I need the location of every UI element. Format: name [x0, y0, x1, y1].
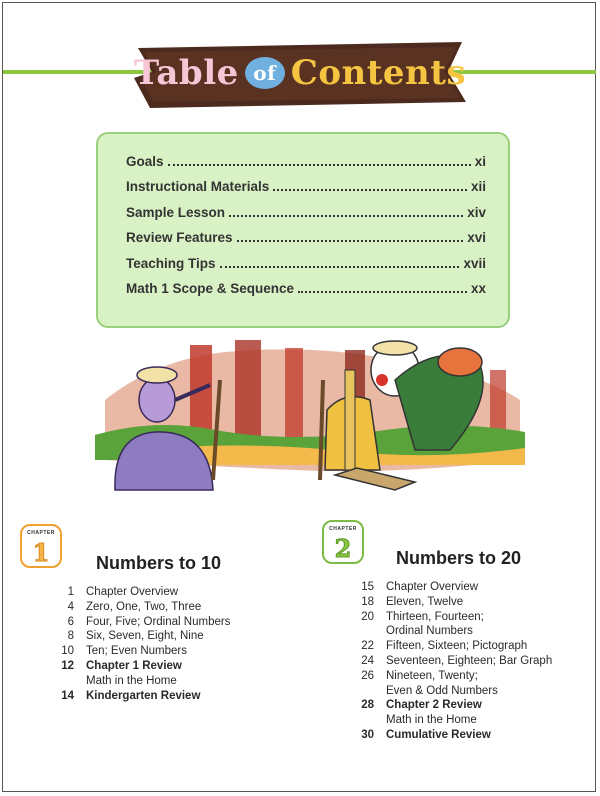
- toc-entry-label: Sample Lesson: [126, 205, 226, 220]
- toc-entry-page: xx: [470, 281, 486, 296]
- lesson-title: Ordinal Numbers: [386, 625, 473, 638]
- lesson-page: 1: [67, 586, 74, 598]
- chapter-label: CHAPTER: [329, 526, 357, 532]
- chapter-1-badge: [20, 524, 62, 568]
- lesson-title: Math in the Home: [86, 674, 177, 687]
- toc-entry: [126, 230, 486, 245]
- toc-entry-label: Goals: [126, 154, 164, 169]
- lesson-page: 14: [61, 689, 74, 702]
- dot-leader: [220, 266, 460, 268]
- lesson-title: Chapter 2 Review: [386, 699, 482, 712]
- lesson-page: 20: [361, 610, 374, 623]
- toc-entry-page: xii: [470, 179, 486, 194]
- title-word-table: Table: [133, 53, 239, 93]
- lesson-title: Chapter Overview: [86, 586, 179, 598]
- lesson-page: 28: [361, 699, 374, 712]
- dot-leader: [273, 189, 467, 191]
- lesson-page: 6: [67, 615, 74, 628]
- lesson-title: Nineteen, Twenty;: [386, 669, 478, 682]
- lesson-title: Kindergarten Review: [86, 689, 201, 702]
- toc-entry-page: xi: [474, 154, 486, 169]
- title-word-of: of: [245, 57, 285, 89]
- toc-entry: [126, 281, 486, 296]
- lesson-page: 8: [67, 630, 74, 643]
- lesson-page: 24: [361, 655, 374, 667]
- lesson-title: Four, Five; Ordinal Numbers: [86, 615, 231, 628]
- lesson-page: 18: [361, 595, 374, 608]
- chapter-2-badge: [322, 520, 364, 564]
- lesson-title: Fifteen, Sixteen; Pictograph: [386, 640, 528, 653]
- chapter-2-title: Numbers to 20: [396, 548, 522, 568]
- chapter-number: 2: [334, 534, 352, 563]
- chapter-1-title: Numbers to 10: [96, 553, 222, 573]
- lesson-page: 26: [361, 669, 374, 682]
- lesson-title: Eleven, Twelve: [386, 595, 464, 608]
- toc-entry-label: Instructional Materials: [126, 179, 270, 194]
- lesson-page: 15: [361, 581, 374, 593]
- toc-entry: [126, 154, 486, 169]
- lesson-title: Math in the Home: [386, 714, 477, 727]
- toc-entry-label: Review Features: [126, 230, 233, 245]
- green-rule-right: [450, 70, 596, 74]
- lesson-title: Thirteen, Fourteen;: [386, 610, 484, 623]
- toc-entry-page: xiv: [467, 205, 486, 220]
- lesson-title: Six, Seven, Eight, Nine: [86, 630, 204, 643]
- lesson-page: 12: [61, 660, 74, 672]
- chapter-number: 1: [32, 538, 50, 567]
- toc-entry: [126, 205, 486, 220]
- lesson-page: 22: [361, 640, 374, 653]
- front-matter-toc: [96, 132, 510, 328]
- dot-leader: [237, 240, 464, 242]
- lesson-page: 30: [361, 729, 374, 741]
- explorer-illustration: [95, 340, 525, 495]
- title-banner: [130, 38, 470, 108]
- dot-leader: [298, 291, 467, 293]
- toc-entry: [126, 256, 486, 271]
- lesson-title: Chapter Overview: [386, 581, 479, 593]
- title-word-contents: Contents: [290, 53, 467, 93]
- dot-leader: [229, 215, 463, 217]
- lesson-title: Zero, One, Two, Three: [86, 600, 202, 613]
- lesson-title: Ten; Even Numbers: [86, 645, 187, 658]
- toc-entry-page: xvi: [467, 230, 486, 245]
- lesson-page: 10: [61, 645, 74, 658]
- lesson-title: Seventeen, Eighteen; Bar Graph: [386, 655, 553, 667]
- toc-entry: [126, 179, 486, 194]
- lesson-title: Chapter 1 Review: [86, 660, 182, 672]
- toc-entry-label: Math 1 Scope & Sequence: [126, 281, 295, 296]
- lesson-title: Even & Odd Numbers: [386, 684, 498, 697]
- lesson-title: Cumulative Review: [386, 729, 491, 741]
- toc-entry-label: Teaching Tips: [126, 256, 216, 271]
- chapter-label: CHAPTER: [27, 530, 55, 536]
- dot-leader: [168, 164, 471, 166]
- page-title: [130, 38, 470, 108]
- toc-entry-page: xvii: [463, 256, 486, 271]
- lesson-page: 4: [67, 600, 74, 613]
